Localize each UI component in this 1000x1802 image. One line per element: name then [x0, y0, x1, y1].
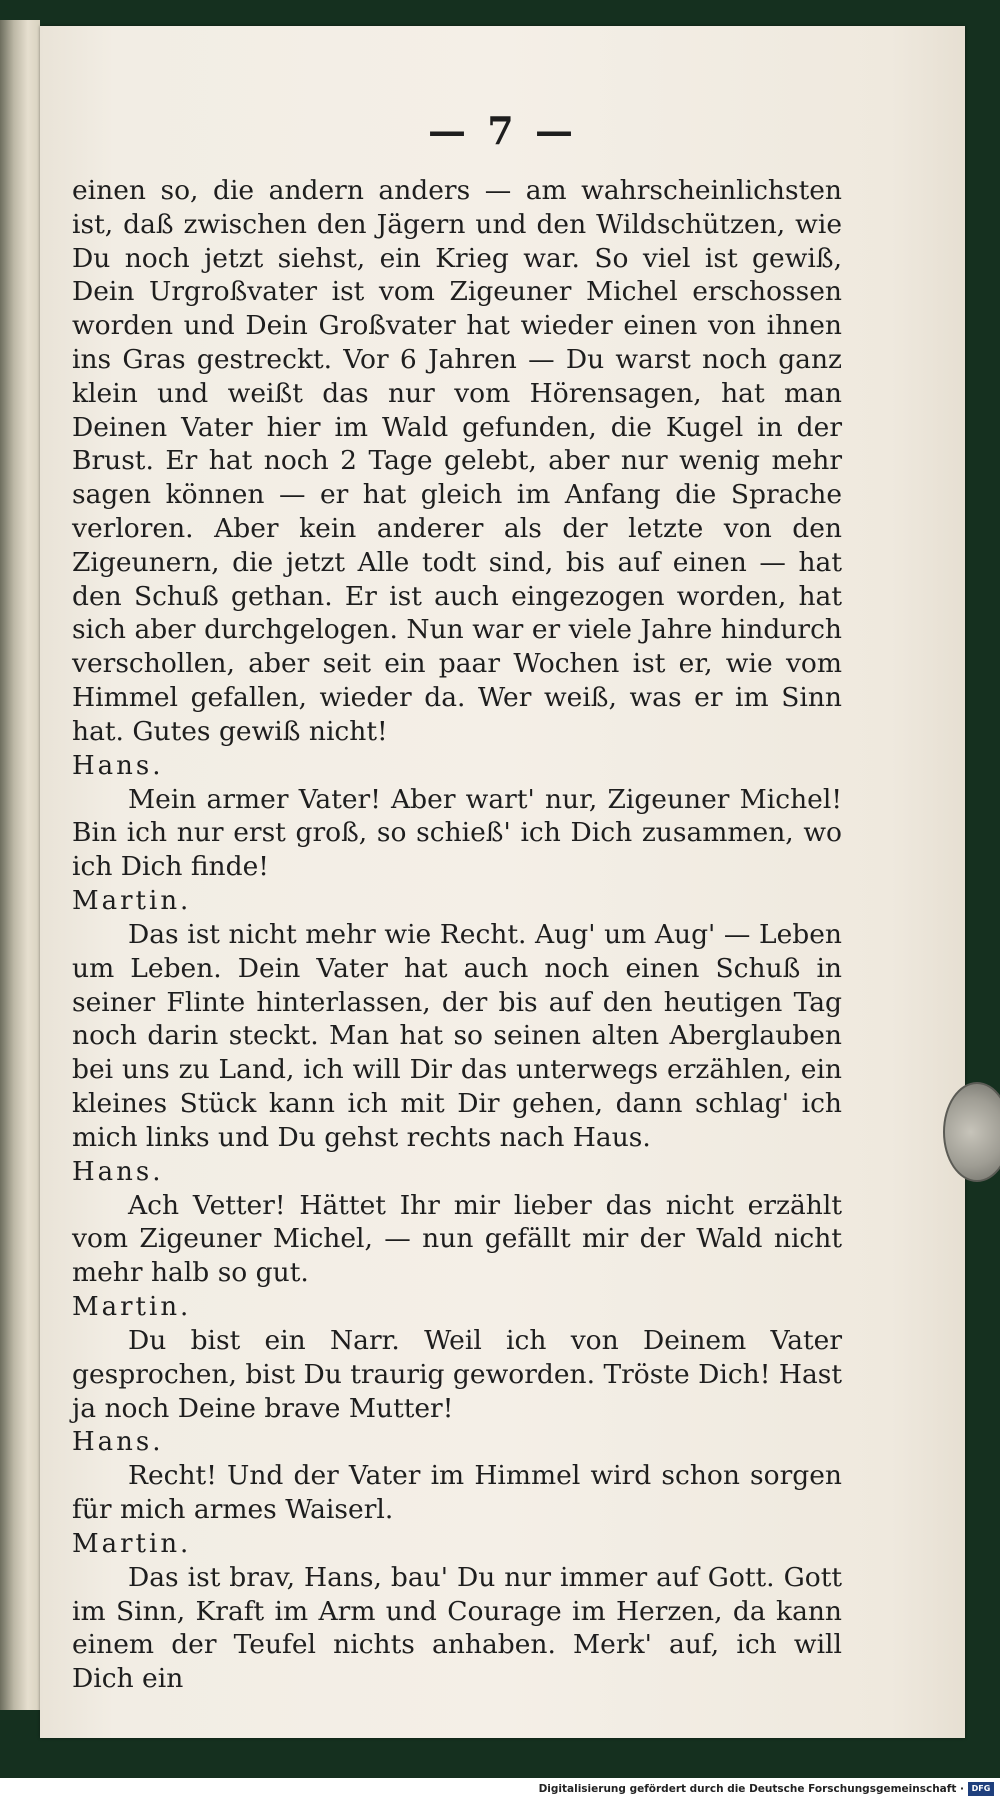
speaker-name: Martin.: [72, 1291, 192, 1322]
digitization-credit: Digitalisierung gefördert durch die Deutsche Forschungsgemeinschaft ·: [538, 1783, 964, 1795]
book-left-edge: [0, 20, 40, 1710]
speaker-name: Hans.: [72, 750, 164, 781]
paragraph: Du bist ein Narr. Weil ich von Deinem Vater gesprochen, bist Du traurig geworden. Tröste Dich! Hast ja noch Deine brave Mutter!: [72, 1324, 842, 1424]
paragraph: einen so, die andern anders — am wahrscheinlichsten ist, daß zwischen den Jägern und den Wildschützen, wie Du noch jetzt siehst, ein Krieg war. So viel ist gewiß, Dein Urgroßvater ist vom Zigeuner Michel erschossen worden und Dein Großvater hat wieder einen von ihnen ins Gras gestreckt. Vor 6 Jahren — Du warst noch ganz klein und weißt das nur vom Hörensagen, hat man Deinen Vater hier im Wald gefunden, die Kugel in der Brust. Er hat noch 2 Tage gelebt, aber nur wenig mehr sagen können — er hat gleich im Anfang die Sprache verloren. Aber kein anderer als der letzte von den Zigeunern, die jetzt Alle todt sind, bis auf einen — hat den Schuß gethan. Er ist auch eingezogen worden, hat sich aber durchgelogen. Nun war er viele Jahre hindurch verschollen, aber seit ein paar Wochen ist er, wie vom Himmel gefallen, wieder da. Wer weiß, was er im Sinn hat. Gutes gewiß nicht!: [72, 175, 842, 747]
speaker-name: Hans.: [72, 1427, 164, 1458]
paragraph: Das ist nicht mehr wie Recht. Aug' um Aug' — Leben um Leben. Dein Vater hat auch noch einen Schuß in seiner Flinte hinterlassen, der bis auf den heutigen Tag noch darin steckt. Man hat so seinen alten Aberglauben bei uns zu Land, ich will Dir das unterwegs erzählen, ein kleines Stück kann ich mit Dir gehen, dann schlag' ich mich links und Du gehst rechts nach Haus.: [72, 918, 842, 1153]
speaker-name: Hans.: [72, 1156, 164, 1187]
paragraph: Mein armer Vater! Aber wart' nur, Zigeuner Michel! Bin ich nur erst groß, so schieß' ich Dich zusammen, wo ich Dich finde!: [72, 783, 842, 883]
paragraph: Ach Vetter! Hättet Ihr mir lieber das nicht erzählt vom Zigeuner Michel, — nun gefällt mir der Wald nicht mehr halb so gut.: [72, 1189, 842, 1289]
page-text: [72, 174, 842, 1696]
page-number: — 7 —: [428, 108, 577, 153]
paragraph: Das ist brav, Hans, bau' Du nur immer auf Gott. Gott im Sinn, Kraft im Arm und Courage im Herzen, da kann einem der Teufel nichts anhaben. Merk' auf, ich will Dich ein: [72, 1561, 842, 1695]
book-page: [40, 26, 965, 1738]
paragraph: Recht! Und der Vater im Himmel wird schon sorgen für mich armes Waiserl.: [72, 1460, 842, 1526]
speaker-name: Martin.: [72, 885, 192, 916]
speaker-name: Martin.: [72, 1528, 192, 1559]
dfg-logo-icon: DFG: [968, 1782, 994, 1796]
